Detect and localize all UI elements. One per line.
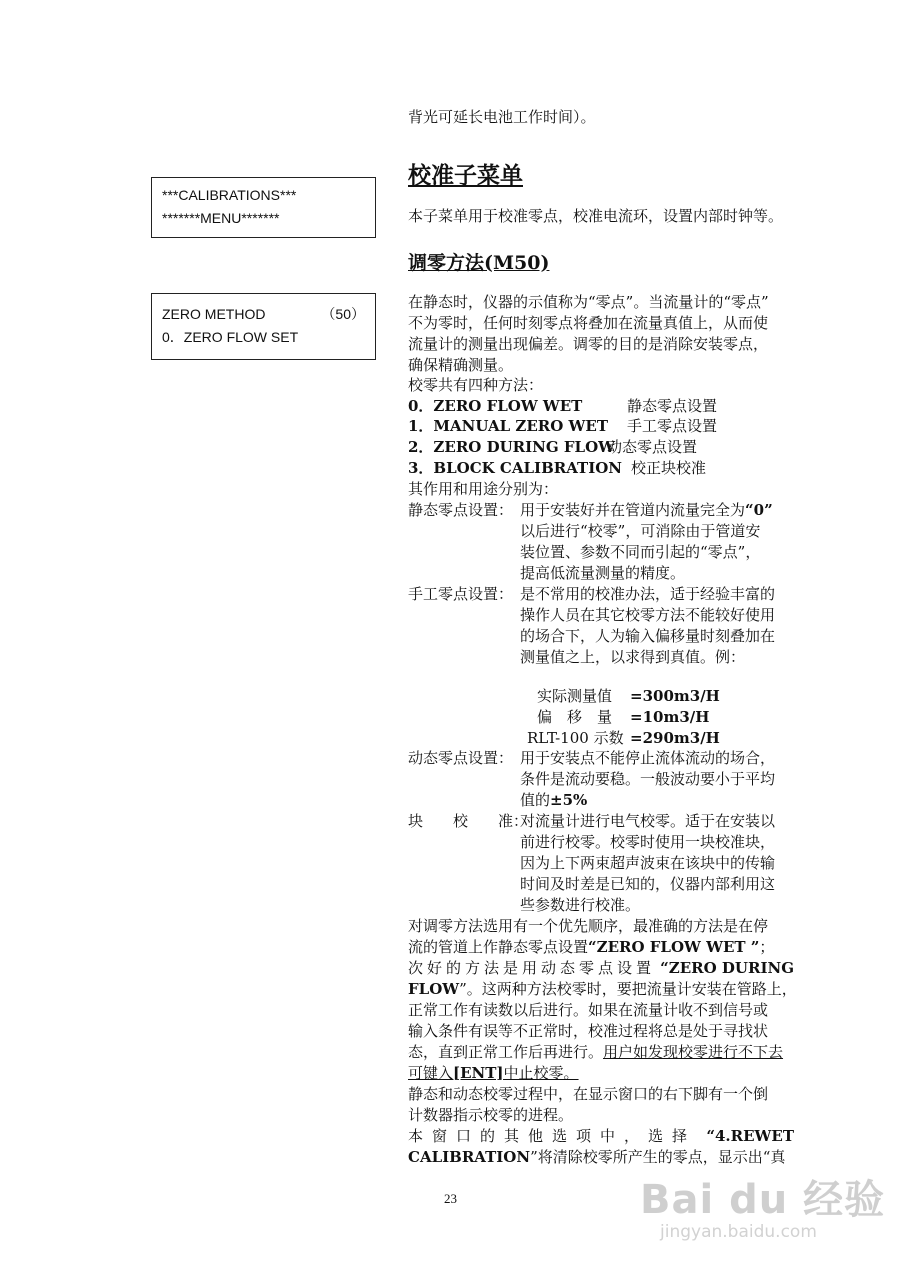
subsection-title: 调零方法(M50): [408, 252, 550, 274]
baidu-watermark-logo: Bai du 经验: [640, 1177, 886, 1223]
para-4-line-1-bold: “4.REWET: [706, 1127, 794, 1145]
para-1-line-1: 在静态时，仪器的示值称为“零点”。当流量计的“零点”: [408, 293, 769, 311]
para-4-line-1: [408, 1126, 794, 1147]
manual-line-1: 是不常用的校准办法，适于经验丰富的: [520, 585, 776, 603]
para-4-line-2: [408, 1147, 785, 1168]
zero-method-label: ZERO METHOD: [162, 306, 266, 322]
para-2-line-6: 输入条件有误等不正常时，校准过程将总是处于寻找状: [408, 1022, 769, 1040]
para-2-line-7: [408, 1042, 783, 1063]
example-3-label: RLT-100 示数: [527, 729, 624, 747]
dynamic-line-1: 用于安装点不能停止流体流动的场合，: [520, 749, 776, 767]
para-2-line-4-bold: FLOW: [408, 980, 460, 998]
para-1-line-2: 不为零时，任何时刻零点将叠加在流量真值上，从而使: [408, 314, 769, 332]
para-1-line-4: 确保精确测量。: [408, 356, 514, 374]
dynamic-line-3-text: 值的: [520, 791, 551, 809]
block-line-4: 时间及时差是已知的，仪器内部利用这: [520, 875, 776, 893]
display-line-1: ***CALIBRATIONS***: [162, 187, 297, 203]
para-2-line-3-bold: “ZERO DURING: [660, 959, 794, 977]
para-2-line-1: 对调零方法选用有一个优先顺序，最准确的方法是在停: [408, 917, 769, 935]
block-line-2: 前进行校零。校零时使用一块校准块，: [520, 833, 776, 851]
block-line-5: 些参数进行校准。: [520, 896, 641, 914]
example-1-label: 实际测量值: [537, 687, 613, 705]
methods-intro: 校零共有四种方法：: [408, 376, 544, 394]
calibrations-menu-display: [151, 177, 376, 238]
example-2-value: =10m3/H: [630, 708, 710, 726]
para-2-line-8-text: 可键入: [408, 1064, 454, 1082]
para-2-line-2-end: ；: [759, 938, 775, 956]
static-line-4: 提高低流量测量的精度。: [520, 564, 686, 582]
para-2-line-8-end: 中止校零。: [503, 1064, 579, 1082]
display-line-2: *******MENU*******: [162, 210, 280, 226]
block-line-1: 对流量计进行电气校零。适于在安装以: [520, 812, 776, 830]
baidu-watermark-url: jingyan.baidu.com: [660, 1222, 817, 1242]
para-3-line-2: 计数器指示校零的进程。: [408, 1106, 574, 1124]
zero-method-display: [151, 293, 376, 360]
para-2-line-7-underlined: 用户如发现校零进行不下去: [603, 1043, 784, 1061]
method-3-en: 3．BLOCK CALIBRATION: [408, 459, 622, 477]
zero-method-code: （50）: [321, 306, 365, 322]
zero-method-option: 0．ZERO FLOW SET: [162, 329, 299, 345]
static-label: 静态零点设置：: [408, 501, 514, 519]
para-2-line-2-text: 流的管道上作静态零点设置: [408, 938, 589, 956]
para-4-line-2-text: ”将清除校零所产生的零点，显示出“真: [530, 1148, 786, 1166]
top-line: 背光可延长电池工作时间）。: [408, 108, 596, 126]
dynamic-line-2: 条件是流动要稳。一般波动要小于平均: [520, 770, 776, 788]
dynamic-label: 动态零点设置：: [408, 749, 514, 767]
method-2-zh: 动态零点设置: [607, 438, 698, 456]
method-0-en: 0．ZERO FLOW WET: [408, 397, 583, 415]
para-2-line-8: [408, 1063, 579, 1084]
dynamic-line-3: [520, 790, 587, 811]
example-3-value: =290m3/H: [630, 729, 720, 747]
block-label: 块 校 准：: [408, 812, 529, 830]
manual-line-4: 测量值之上，以求得到真值。例：: [520, 648, 746, 666]
manual-line-2: 操作人员在其它校零方法不能较好使用: [520, 606, 776, 624]
manual-label: 手工零点设置：: [408, 585, 514, 603]
static-line-2: 以后进行“校零”，可消除由于管道安: [520, 522, 761, 540]
static-line-1-text: 用于安装好并在管道内流量完全为: [520, 501, 746, 519]
method-1-zh: 手工零点设置: [627, 417, 718, 435]
static-line-3: 装位置、参数不同而引起的“零点”，: [520, 543, 761, 561]
uses-intro: 其作用和用途分别为：: [408, 480, 559, 498]
ent-key: [ENT]: [453, 1064, 504, 1082]
para-2-line-2-bold: “ZERO FLOW WET ”: [588, 938, 760, 956]
method-3-zh: 校正块校准: [631, 459, 707, 477]
para-4-line-2-bold: CALIBRATION: [408, 1148, 531, 1166]
para-2-line-3-text: 次好的方法是用动态零点设置: [408, 959, 656, 977]
section-title: 校准子菜单: [408, 162, 523, 189]
example-1-value: =300m3/H: [630, 687, 720, 705]
section-intro: 本子菜单用于校准零点，校准电流环，设置内部时钟等。: [408, 207, 784, 225]
para-2-line-3: [408, 958, 794, 979]
para-2-line-7-text: 态，直到正常工作后再进行。: [408, 1043, 604, 1061]
static-line-1: [520, 500, 773, 521]
method-1-en: 1．MANUAL ZERO WET: [408, 417, 608, 435]
block-line-3: 因为上下两束超声波束在该块中的传输: [520, 854, 776, 872]
para-2-line-4: [408, 979, 797, 1000]
para-3-line-1: 静态和动态校零过程中，在显示窗口的右下脚有一个倒: [408, 1085, 769, 1103]
dynamic-line-3-percent: ±5%: [550, 791, 588, 809]
page-number: 23: [444, 1191, 457, 1206]
static-line-1-zero: “0”: [745, 501, 773, 519]
para-2-line-4-text: ”。这两种方法校零时，要把流量计安装在管路上，: [459, 980, 797, 998]
para-2-line-2: [408, 937, 774, 958]
method-2-en: 2．ZERO DURING FLOW: [408, 438, 615, 456]
example-2-label: 偏 移 量: [537, 708, 613, 726]
para-4-line-1-text: 本窗口的其他选项中，选择: [408, 1127, 697, 1145]
manual-line-3: 的场合下，人为输入偏移量时刻叠加在: [520, 627, 776, 645]
method-0-zh: 静态零点设置: [627, 397, 718, 415]
para-1-line-3: 流量计的测量出现偏差。调零的目的是消除安装零点，: [408, 335, 769, 353]
para-2-line-5: 正常工作有读数以后进行。如果在流量计收不到信号或: [408, 1001, 769, 1019]
